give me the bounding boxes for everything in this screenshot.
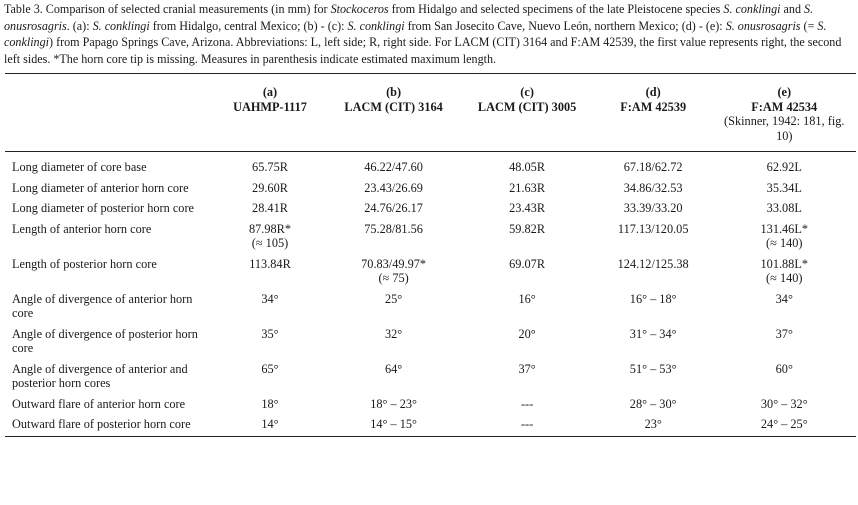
table-cell: 113.84R <box>249 256 291 271</box>
row-label: Angle of divergence of anterior horn core <box>12 291 193 320</box>
table-cell: 59.82R <box>509 221 546 236</box>
column-specimen: LACM (CIT) 3005 <box>477 99 577 114</box>
table-cell: 25° <box>384 291 403 306</box>
caption-text: from Hidalgo, central Mexico; (b) - (c): <box>149 18 348 33</box>
row-label: Length of anterior horn core <box>12 221 152 236</box>
table-cell: 75.28/81.56 <box>364 221 423 236</box>
table-row <box>5 397 856 418</box>
table-cell: 46.22/47.60 <box>364 160 423 174</box>
table-cell: 37° <box>518 361 536 376</box>
table-cell: 18° – 23° <box>370 396 417 411</box>
table-cell: 32° <box>384 326 403 341</box>
caption-text: Table 3. Comparison of selected cranial measurements (in mm) for <box>4 2 331 16</box>
measurements-table <box>5 73 856 437</box>
table-caption <box>4 1 856 67</box>
table-cell: 18° <box>261 396 279 411</box>
column-letter: (d) <box>645 85 661 99</box>
caption-taxon: S. conklingi <box>723 2 781 16</box>
column-specimen: UAHMP-1117 <box>233 99 307 114</box>
table-body <box>5 152 856 437</box>
table-cell: 21.63R <box>509 180 546 195</box>
table-cell: 16° <box>518 291 536 306</box>
table-row <box>5 152 856 181</box>
caption-text: ) from Papago Springs Cave, Arizona. Abbreviations: L, left side; R, right side. For LACM (CIT) 3164 and F:AM 42539, the first value represents right, the second left sides. *The horn core tip is missing. Measures in parenthesis indicate estimated maximum length. <box>4 35 842 66</box>
table-row <box>5 222 856 257</box>
table-cell: 101.88L* (≈ 140) <box>760 256 808 285</box>
table-cell: 24° – 25° <box>760 417 808 431</box>
table-cell: 37° <box>775 326 793 341</box>
column-reference: (Skinner, 1942: 181, fig. 10) <box>724 114 845 143</box>
table-cell: --- <box>520 396 534 411</box>
header-blank-cell <box>5 74 213 152</box>
table-row <box>5 257 856 292</box>
column-letter: (e) <box>777 85 792 99</box>
caption-taxon: Stockoceros <box>330 2 389 16</box>
row-label: Long diameter of core base <box>12 160 147 174</box>
caption-text: . (a): <box>66 18 93 33</box>
table-cell: 20° <box>518 326 536 341</box>
table-cell: 14° – 15° <box>370 417 417 431</box>
table-cell: 65.75R <box>252 160 288 174</box>
row-label: Long diameter of anterior horn core <box>12 180 189 195</box>
table-row <box>5 417 856 436</box>
header-row <box>5 74 856 152</box>
column-header-a <box>213 74 327 152</box>
table-header <box>5 74 856 152</box>
caption-taxon: S. onusrosagris <box>4 2 814 33</box>
table-cell: 30° – 32° <box>760 396 808 411</box>
table-cell: 131.46L* (≈ 140) <box>760 221 808 250</box>
table-cell: 35° <box>261 326 279 341</box>
column-letter: (b) <box>386 85 402 99</box>
table-cell: 62.92L <box>766 160 802 174</box>
row-label: Long diameter of posterior horn core <box>12 201 194 215</box>
table-cell: 34° <box>775 291 793 306</box>
row-label: Angle of divergence of posterior horn core <box>12 326 198 355</box>
table-cell: 60° <box>775 361 793 376</box>
column-header-e <box>713 74 856 152</box>
table-cell: 23° <box>644 417 662 431</box>
caption-text: from Hidalgo and selected specimens of the late Pleistocene species <box>388 2 724 16</box>
table-row <box>5 362 856 397</box>
table-cell: 33.08L <box>766 201 802 215</box>
column-specimen: F:AM 42539 <box>620 99 687 114</box>
table-cell: 23.43R <box>509 201 546 215</box>
column-header-c <box>460 74 593 152</box>
row-label: Length of posterior horn core <box>12 256 157 271</box>
table-cell: 64° <box>384 361 403 376</box>
table-cell: 14° <box>261 417 279 431</box>
table-cell: 29.60R <box>252 180 288 195</box>
table-cell: 33.39/33.20 <box>623 201 683 215</box>
caption-taxon: S. conklingi <box>4 18 827 49</box>
column-header-b <box>327 74 461 152</box>
table-cell: 67.18/62.72 <box>623 160 683 174</box>
caption-taxon: S. conklingi <box>347 18 405 33</box>
column-specimen: F:AM 42534 <box>751 99 818 114</box>
table-cell: 65° <box>261 361 279 376</box>
table-cell: 31° – 34° <box>629 326 677 341</box>
caption-taxon: S. onusrosagris <box>725 18 801 33</box>
column-letter: (c) <box>520 85 534 99</box>
table-cell: 34° <box>261 291 279 306</box>
table-cell: 34.86/32.53 <box>623 180 683 195</box>
table-cell: 51° – 53° <box>629 361 677 376</box>
caption-text: (= <box>800 18 818 33</box>
table-cell: 35.34L <box>766 180 802 195</box>
table-cell: 16° – 18° <box>629 291 677 306</box>
table-row <box>5 327 856 362</box>
table-cell: 28.41R <box>252 201 288 215</box>
table-cell: 69.07R <box>509 256 546 271</box>
table-cell: 24.76/26.17 <box>364 201 423 215</box>
row-label: Outward flare of posterior horn core <box>12 417 191 431</box>
column-letter: (a) <box>262 85 278 99</box>
table-row <box>5 201 856 222</box>
table-row <box>5 181 856 202</box>
table-cell: --- <box>520 417 534 431</box>
table-cell: 124.12/125.38 <box>617 256 689 271</box>
table-cell: 48.05R <box>509 160 546 174</box>
table-row <box>5 292 856 327</box>
caption-text: from San Josecito Cave, Nuevo León, northern Mexico; (d) - (e): <box>404 18 726 33</box>
column-specimen: LACM (CIT) 3164 <box>344 99 443 114</box>
row-label: Outward flare of anterior horn core <box>12 396 186 411</box>
caption-text: and <box>780 2 805 16</box>
table-cell: 23.43/26.69 <box>364 180 423 195</box>
table-cell: 28° – 30° <box>629 396 677 411</box>
table-cell: 70.83/49.97* (≈ 75) <box>361 256 427 285</box>
table-cell: 117.13/120.05 <box>617 221 689 236</box>
row-label: Angle of divergence of anterior and posterior horn cores <box>12 361 188 390</box>
column-header-d <box>594 74 713 152</box>
caption-taxon: S. conklingi <box>92 18 150 33</box>
table-cell: 87.98R* (≈ 105) <box>248 221 291 250</box>
